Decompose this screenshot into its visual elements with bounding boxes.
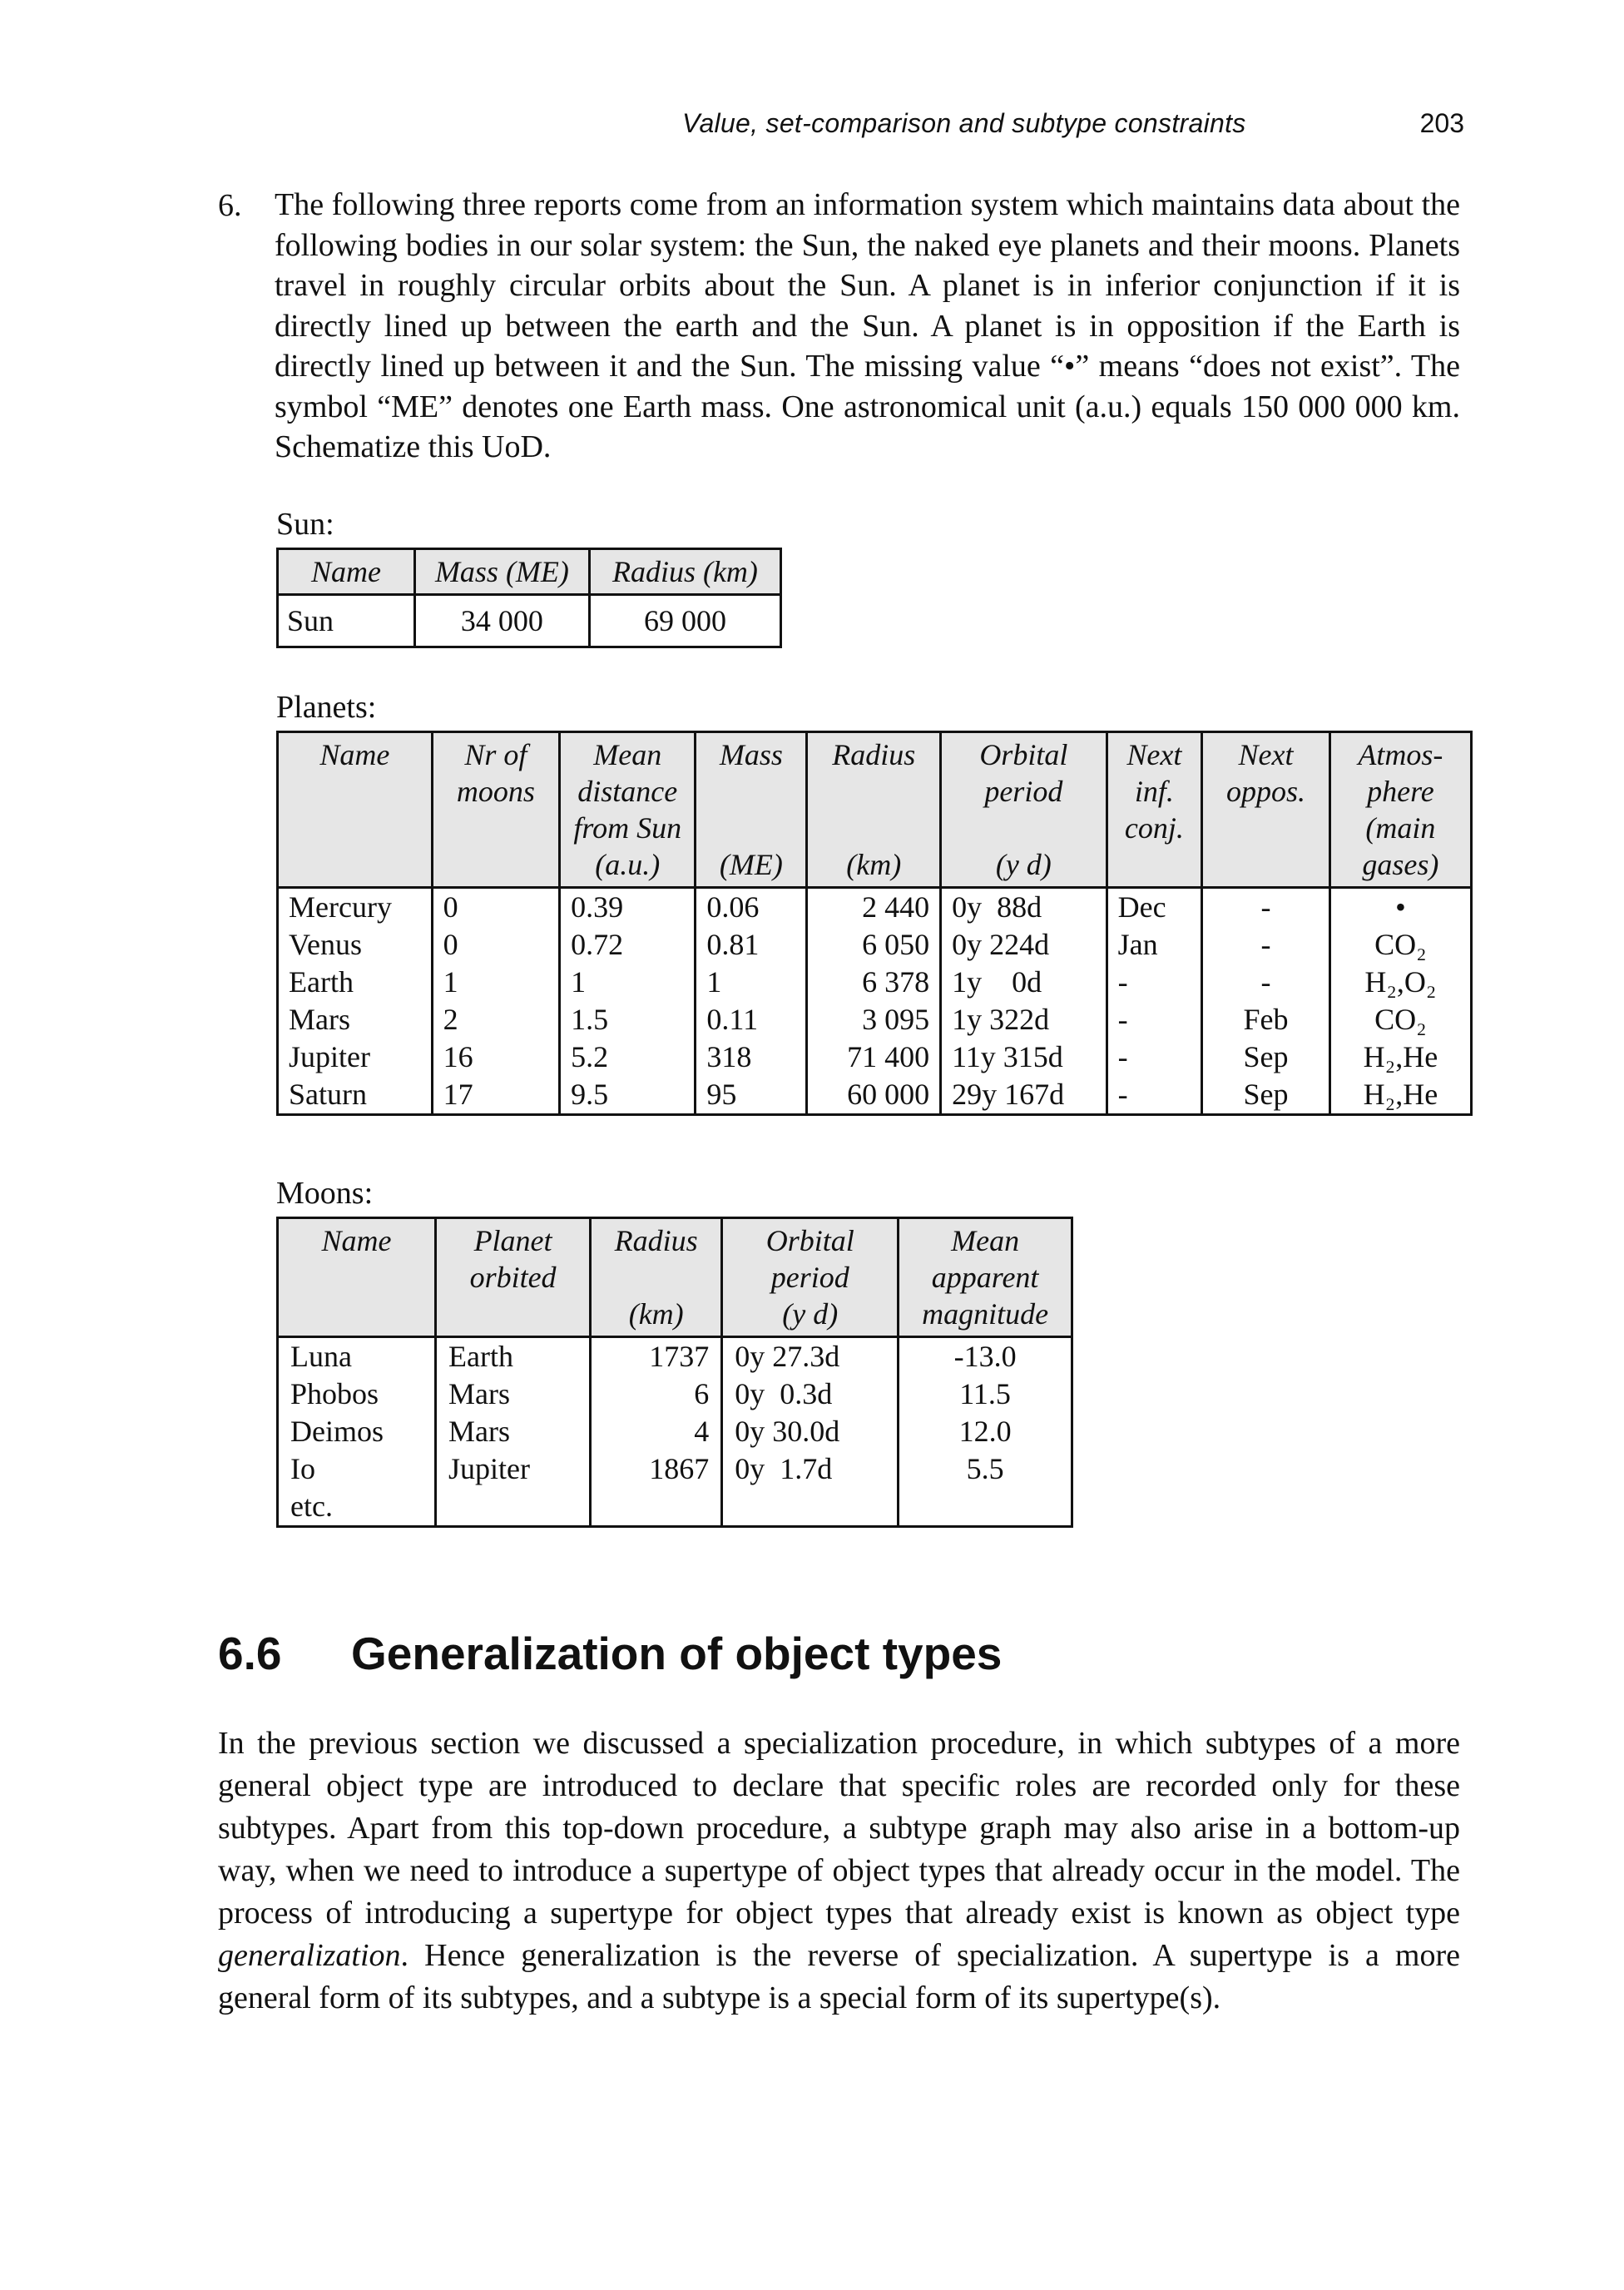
planets-cell: - xyxy=(1107,1038,1202,1076)
moons-cell xyxy=(722,1488,899,1527)
planets-header-8 xyxy=(1329,732,1471,888)
section-body xyxy=(218,1722,1460,2020)
section-text-part2: . Hence generalization is the reverse of specialization. A supertype is a more general form of its subtypes, and a subtype is a special form of its supertype(s). xyxy=(218,1938,1460,2015)
planets-cell: 0y 88d xyxy=(941,888,1107,927)
planets-header-3 xyxy=(696,732,807,888)
planets-row xyxy=(278,1076,1472,1115)
running-title: Value, set-comparison and subtype constraints xyxy=(682,108,1246,138)
planets-header-line: Mass xyxy=(719,738,783,771)
planets-cell: Mars xyxy=(278,1001,433,1038)
planets-row xyxy=(278,1038,1472,1076)
planets-cell: Dec xyxy=(1107,888,1202,927)
moons-header-line: Radius xyxy=(614,1224,698,1257)
moons-cell: 0y 27.3d xyxy=(722,1337,899,1376)
planets-cell: H₂,He xyxy=(1329,1038,1471,1076)
planets-header-line: Orbital xyxy=(979,738,1068,771)
planets-header-line: from Sun xyxy=(573,811,682,845)
moons-cell: 12.0 xyxy=(899,1413,1072,1450)
planets-cell: 0.39 xyxy=(560,888,696,927)
moons-cell: Io xyxy=(278,1450,436,1488)
planets-cell: Jan xyxy=(1107,926,1202,964)
sun-header-line: Mass (ME) xyxy=(434,555,569,588)
planets-header-line: (y d) xyxy=(995,848,1052,881)
moons-cell: Mars xyxy=(436,1413,591,1450)
planets-cell: 1 xyxy=(560,964,696,1001)
moons-cell: 11.5 xyxy=(899,1375,1072,1413)
planets-cell: 0.06 xyxy=(696,888,807,927)
sun-header-1 xyxy=(414,549,589,595)
planets-header-line: (main xyxy=(1365,811,1436,845)
planets-cell: H₂,He xyxy=(1329,1076,1471,1115)
planets-header-0 xyxy=(278,732,433,888)
planets-cell: 0y 224d xyxy=(941,926,1107,964)
planets-cell: 1y 0d xyxy=(941,964,1107,1001)
moons-cell: 0y 1.7d xyxy=(722,1450,899,1488)
moons-header-line: (y d) xyxy=(782,1297,839,1331)
moons-header-line: magnitude xyxy=(922,1297,1049,1331)
moons-header-line: apparent xyxy=(931,1261,1039,1294)
planets-cell: 60 000 xyxy=(807,1076,941,1115)
moons-cell: Jupiter xyxy=(436,1450,591,1488)
moons-cell xyxy=(591,1488,722,1527)
sun-header-line: Radius (km) xyxy=(611,555,758,588)
page-number: 203 xyxy=(1419,108,1464,138)
planets-cell: Sep xyxy=(1202,1076,1330,1115)
section-number: 6.6 xyxy=(218,1628,282,1679)
moons-header-line: Name xyxy=(321,1224,392,1257)
planets-cell: 5.2 xyxy=(560,1038,696,1076)
moons-header-0 xyxy=(278,1218,436,1337)
planets-row xyxy=(278,1001,1472,1038)
moons-cell: etc. xyxy=(278,1488,436,1527)
planets-header-line: Atmos- xyxy=(1358,738,1443,771)
planets-cell: 6 050 xyxy=(807,926,941,964)
moons-header-2 xyxy=(591,1218,722,1337)
planets-header-line: distance xyxy=(577,775,678,808)
section-heading xyxy=(218,1627,1002,1680)
planets-cell: H₂,O₂ xyxy=(1329,964,1471,1001)
section-text-emphasis: generalization xyxy=(218,1938,401,1973)
planets-cell: 0 xyxy=(432,926,559,964)
planets-cell: 0 xyxy=(432,888,559,927)
moons-cell xyxy=(899,1488,1072,1527)
moons-cell xyxy=(436,1488,591,1527)
planets-cell: - xyxy=(1202,926,1330,964)
moons-row xyxy=(278,1488,1072,1527)
planets-header-line: (ME) xyxy=(719,848,783,881)
planets-cell: - xyxy=(1107,1076,1202,1115)
planets-header-line xyxy=(703,810,799,846)
running-header xyxy=(682,108,1464,150)
planets-cell: - xyxy=(1202,964,1330,1001)
planets-caption: Planets: xyxy=(276,690,377,725)
moons-cell: Luna xyxy=(278,1337,436,1376)
planets-header-line: phere xyxy=(1367,775,1434,808)
planets-header-line: (km) xyxy=(846,848,902,881)
planets-header-5 xyxy=(941,732,1107,888)
planets-cell: - xyxy=(1202,888,1330,927)
sun-header-line: Name xyxy=(310,555,381,588)
moons-cell: 0y 30.0d xyxy=(722,1413,899,1450)
planets-row xyxy=(278,888,1472,927)
planets-row xyxy=(278,926,1472,964)
sun-table xyxy=(276,548,782,648)
planets-cell: 11y 315d xyxy=(941,1038,1107,1076)
moons-row xyxy=(278,1450,1072,1488)
planets-header-line xyxy=(948,810,1099,846)
planets-header-6 xyxy=(1107,732,1202,888)
planets-header-line: period xyxy=(984,775,1063,808)
moons-cell: Phobos xyxy=(278,1375,436,1413)
planets-cell: Jupiter xyxy=(278,1038,433,1076)
planets-cell: Saturn xyxy=(278,1076,433,1115)
moons-row xyxy=(278,1337,1072,1376)
planets-header-1 xyxy=(432,732,559,888)
planets-header-line: moons xyxy=(456,775,535,808)
planets-header-7 xyxy=(1202,732,1330,888)
planets-cell: CO₂ xyxy=(1329,1001,1471,1038)
planets-cell: 0.81 xyxy=(696,926,807,964)
moons-table xyxy=(276,1217,1073,1528)
planets-header-line: Next xyxy=(1126,738,1182,771)
planets-cell: Feb xyxy=(1202,1001,1330,1038)
sun-cell: 69 000 xyxy=(589,595,780,647)
planets-cell: 318 xyxy=(696,1038,807,1076)
planets-cell: CO₂ xyxy=(1329,926,1471,964)
planets-cell: 1 xyxy=(696,964,807,1001)
planets-cell: 1.5 xyxy=(560,1001,696,1038)
planets-header-line: Name xyxy=(319,738,390,771)
moons-caption: Moons: xyxy=(276,1176,374,1211)
moons-header-4 xyxy=(899,1218,1072,1337)
sun-header-0 xyxy=(278,549,415,595)
moons-cell: 4 xyxy=(591,1413,722,1450)
planets-cell: 2 440 xyxy=(807,888,941,927)
planets-header-2 xyxy=(560,732,696,888)
planets-cell: 2 xyxy=(432,1001,559,1038)
planets-cell: 71 400 xyxy=(807,1038,941,1076)
moons-header-1 xyxy=(436,1218,591,1337)
exercise-text: The following three reports come from an information system which maintains data about the following bodies in our solar system: the Sun, the naked eye planets and their moons. Planets travel in roughly circular orbits about the Sun. A planet is in inferior conjunction if it is directly lined up between the earth and the Sun. A planet is in opposition if the Earth is directly lined up between it and the Sun. The missing value “•” means “does not exist”. The symbol “ME” denotes one Earth mass. One astronomical unit (a.u.) equals 150 000 000 km. Schematize this UoD. xyxy=(275,187,1460,464)
planets-header-line: Next xyxy=(1238,738,1294,771)
moons-row xyxy=(278,1375,1072,1413)
planets-cell: • xyxy=(1329,888,1471,927)
moons-row xyxy=(278,1413,1072,1450)
planets-cell: 3 095 xyxy=(807,1001,941,1038)
planets-cell: 95 xyxy=(696,1076,807,1115)
moons-header-line: period xyxy=(770,1261,849,1294)
moons-cell: Earth xyxy=(436,1337,591,1376)
planets-cell: 6 378 xyxy=(807,964,941,1001)
planets-header-line: gases) xyxy=(1362,848,1439,881)
planets-cell: - xyxy=(1107,1001,1202,1038)
moons-header-line: (km) xyxy=(628,1297,684,1331)
moons-cell: 5.5 xyxy=(899,1450,1072,1488)
planets-header-line: (a.u.) xyxy=(595,848,661,881)
planets-cell: Mercury xyxy=(278,888,433,927)
moons-header-line xyxy=(598,1259,714,1296)
planets-cell: 29y 167d xyxy=(941,1076,1107,1115)
sun-cell: Sun xyxy=(278,595,415,647)
moons-cell: 1737 xyxy=(591,1337,722,1376)
moons-header-line: Orbital xyxy=(765,1224,854,1257)
planets-header-line: inf. xyxy=(1134,775,1174,808)
planets-header-line: conj. xyxy=(1124,811,1184,845)
sun-cell: 34 000 xyxy=(414,595,589,647)
planets-cell: 0.72 xyxy=(560,926,696,964)
sun-header-2 xyxy=(589,549,780,595)
planets-cell: 1y 322d xyxy=(941,1001,1107,1038)
moons-header-line: Mean xyxy=(951,1224,1020,1257)
planets-header-line xyxy=(814,810,933,846)
planets-header-line: Radius xyxy=(832,738,916,771)
planets-header-line: Mean xyxy=(593,738,662,771)
section-text-part1: In the previous section we discussed a specialization procedure, in which subtypes of a more general object type are introduced to declare that specific roles are recorded only for these subtypes. Apart from this top-down procedure, a subtype graph may also arise in a bottom-up way, when we need to introduce a supertype of object types that already occur in the model. The process of introducing a supertype for object types that already exist is known as object type xyxy=(218,1726,1460,1931)
moons-cell: 6 xyxy=(591,1375,722,1413)
sun-row xyxy=(278,595,781,647)
planets-header-line xyxy=(814,773,933,810)
moons-cell: 0y 0.3d xyxy=(722,1375,899,1413)
planets-table xyxy=(276,731,1473,1116)
moons-header-line: Planet xyxy=(473,1224,552,1257)
planets-header-line: Nr of xyxy=(464,738,527,771)
planets-cell: - xyxy=(1107,964,1202,1001)
planets-cell: 0.11 xyxy=(696,1001,807,1038)
planets-cell: Venus xyxy=(278,926,433,964)
moons-cell: -13.0 xyxy=(899,1337,1072,1376)
planets-cell: 9.5 xyxy=(560,1076,696,1115)
planets-cell: 1 xyxy=(432,964,559,1001)
planets-cell: 17 xyxy=(432,1076,559,1115)
planets-header-line: oppos. xyxy=(1225,775,1305,808)
moons-header-line: orbited xyxy=(469,1261,557,1294)
moons-cell: Mars xyxy=(436,1375,591,1413)
planets-cell: Earth xyxy=(278,964,433,1001)
sun-caption: Sun: xyxy=(276,507,334,542)
moons-cell: 1867 xyxy=(591,1450,722,1488)
planets-cell: Sep xyxy=(1202,1038,1330,1076)
planets-row xyxy=(278,964,1472,1001)
planets-header-line xyxy=(703,773,799,810)
moons-header-3 xyxy=(722,1218,899,1337)
exercise-number: 6. xyxy=(218,188,242,223)
section-title: Generalization of object types xyxy=(351,1628,1003,1679)
planets-header-4 xyxy=(807,732,941,888)
planets-cell: 16 xyxy=(432,1038,559,1076)
moons-cell: Deimos xyxy=(278,1413,436,1450)
